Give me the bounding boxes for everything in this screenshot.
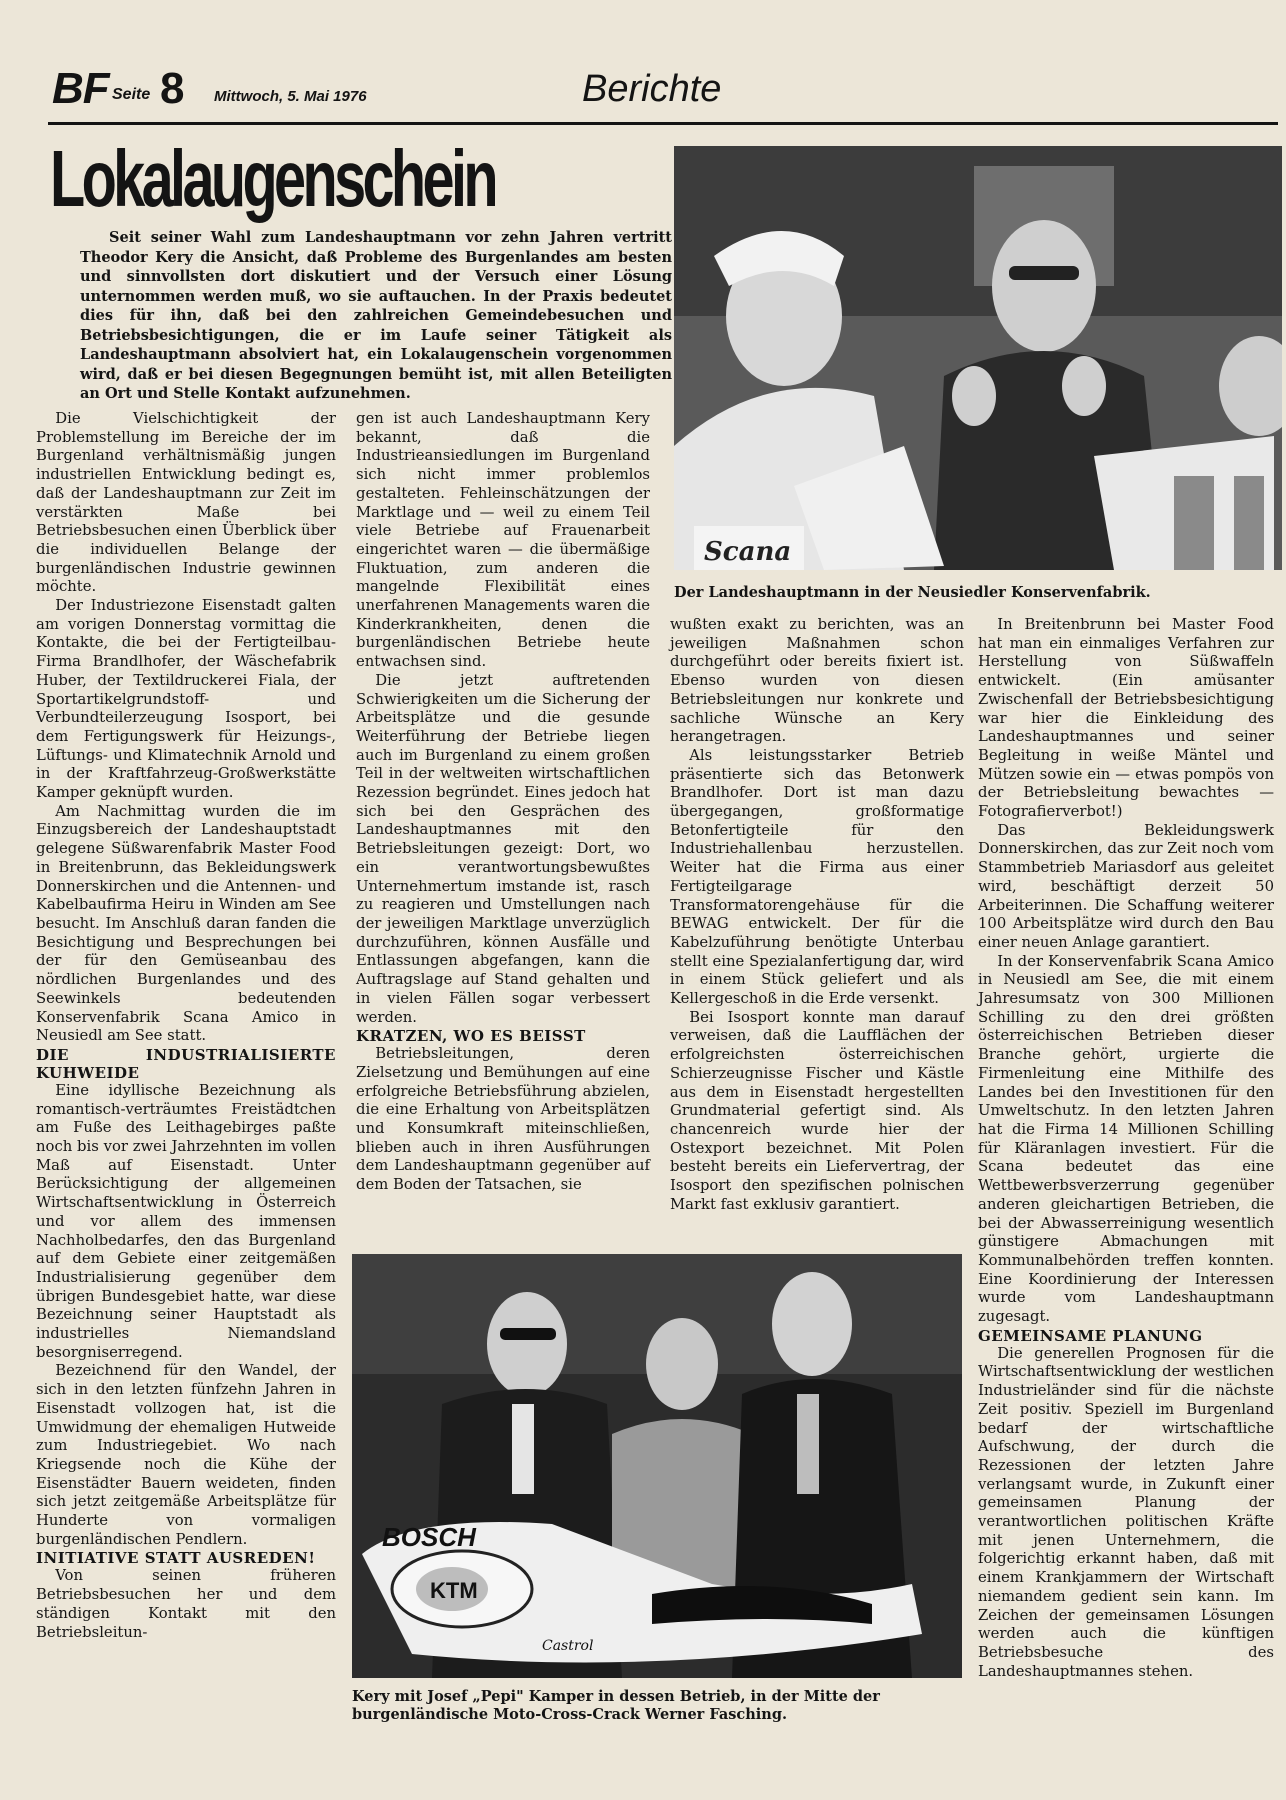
masthead — [48, 60, 1278, 125]
subheading: KRATZEN, WO ES BEISST — [356, 1027, 586, 1046]
newspaper-logo: BF — [52, 64, 109, 113]
paragraph: Die generellen Prognosen für die Wirtschaftsentwicklung der westlichen Industrieländer sind für die nächste Zeit positiv. Speziell im Burgenland bedarf der wirtschaftliche Aufschwung, der durch die Rezessionen der letzten Jahre verlangsamt wurde, in Zukunft einer gemeinsamen Planung der verantwortlichen politischen Kräfte mit jenen Unternehmern, die folgerichtig erkannt haben, daß mit einem Krankjammern der Wirtschaft niemandem gedient sein kann. Im Zeichen der gemeinsamen Lösungen werden auch die künftigen Betriebsbesuche des Landeshauptmannes stehen. — [978, 1344, 1274, 1680]
paragraph: Das Bekleidungswerk Donnerskirchen, das zur Zeit noch vom Stammbetrieb Mariasdorf aus geleitet wird, beschäftigt derzeit 50 Arbeiterinnen. Die Schaffung weiterer 100 Arbeitsplätze wird durch den Bau einer neuen Anlage garantiert. — [978, 821, 1274, 951]
box-label: Scana — [704, 537, 792, 567]
paragraph: Als leistungsstarker Betrieb präsentierte sich das Betonwerk Brandlhofer. Dort ist man dazu übergegangen, großformatige Betonfertigteile für den Industriehallenbau herzustellen. Weiter hat die Firma aus einer Fertigteilgarage Transformatorengehäuse für die BEWAG entwickelt. Der für die Kabelzuführung benötigte Unterbau stellt eine Spezialanfertigung dar, wird in einem Stück geliefert und als Kellergeschoß in die Erde versenkt. — [670, 746, 964, 1008]
article-column-4 — [978, 616, 1274, 1681]
paragraph: Am Nachmittag wurden die im Einzugsbereich der Landeshauptstadt gelegene Süßwarenfabrik Master Food in Breitenbrunn, das Bekleidungswerk Donnerskirchen und die Antennen- und Kabelbaufirma Heiru in Winden am See besucht. Im Anschluß daran fanden die Besichtigung und Besprechungen bei der für den Gemüseanbau des nördlichen Burgenlandes und des Seewinkels bedeutenden Konservenfabrik Scana Amico in Neusiedl am See statt. — [36, 802, 336, 1045]
article-lead: Seit seiner Wahl zum Landeshauptmann vor zehn Jahren vertritt Theodor Kery die Ansicht, daß Probleme des Burgenlandes am besten und sinnvollsten dort diskutiert und der Versuch einer Lösung unternommen werden muß, wo sie auftauchen. In der Praxis bedeutet dies für ihn, daß bei den zahlreichen Gemeindebesuchen und Betriebsbesichtigungen, die er im Laufe seiner Tätigkeit als Landeshauptmann absolviert hat, ein Lokalaugenschein vorgenommen wird, daß er bei diesen Begegnungen bemüht ist, mit allen Beteiligten an Ort und Stelle Kontakt aufzunehmen. — [80, 229, 672, 402]
paragraph: wußten exakt zu berichten, was an jeweiligen Maßnahmen schon durchgeführt oder bereits fixiert ist. Ebenso wurden von diesen Betriebsleitungen nur konkrete und sachliche Wünsche an Kery herangetragen. — [670, 616, 964, 746]
article-column-2 — [356, 410, 650, 1195]
photo-motorcycle-caption: Kery mit Josef „Pepi" Kamper in dessen Betrieb, in der Mitte der burgenländische Moto-Cross-Crack Werner Fasching. — [352, 1688, 880, 1723]
paragraph: Bezeichnend für den Wandel, der sich in den letzten fünfzehn Jahren in Eisenstadt vollzogen hat, ist die Umwidmung der ehemaligen Hutweide zum Industriegebiet. Wo nach Kriegsende noch die Kühe der Eisenstädter Bauern weideten, finden sich jetzt zeitgemäße Arbeitsplätze für Hunderte von vormaligen burgenländischen Pendlern. — [36, 1362, 336, 1548]
bike-label: BOSCH — [382, 1522, 476, 1552]
tank-label: KTM — [430, 1578, 478, 1603]
paragraph: Der Industriezone Eisenstadt galten am vorigen Donnerstag vormittag die Kontakte, die bei der Fertigteilbau-Firma Brandlhofer, der Wäschefabrik Huber, der Textildruckerei Fiala, der Sportartikelgrundstoff- und Verbundteilerzeugung Isosport, bei dem Fertigungswerk für Heizungs-, Lüftungs- und Klimatechnik Arnold und in der Kraftfahrzeug-Großwerkstätte Kamper geknüpft wurden. — [36, 597, 336, 802]
paragraph: Von seinen früheren Betriebsbesuchen her und dem ständigen Kontakt mit den Betriebsleitun- — [36, 1567, 336, 1641]
paragraph: In Breitenbrunn bei Master Food hat man ein einmaliges Verfahren zur Herstellung von Süßwaffeln entwickelt. (Ein amüsanter Zwischenfall der Betriebsbesichtigung war hier die Einkleidung des Landeshauptmannes und seiner Begleitung in weiße Mäntel und Mützen sowie ein — etwas pompös von der Betriebsleitung bewachtes — Fotografierverbot!) — [978, 616, 1274, 821]
article-column-3 — [670, 616, 964, 1215]
page-label: Seite — [112, 86, 151, 103]
photo-cannery — [674, 146, 1282, 570]
paragraph: Die jetzt auftretenden Schwierigkeiten um die Sicherung der Arbeitsplätze und die gesunde Weiterführung der Betriebe liegen auch im Burgenland zu einem großen Teil in der weltweiten wirtschaftlichen Rezession begründet. Eines jedoch hat sich bei den Gesprächen des Landeshauptmannes mit den Betriebsleitungen gezeigt: Dort, wo ein verantwortungsbewußtes Unternehmertum imstande ist, rasch zu reagieren und Umstellungen nach der jeweiligen Marktlage unverzüglich durchzuführen, können Ausfälle und Entlassungen abgefangen, kann die Auftragslage auf Stand gehalten und in vielen Fällen sogar verbessert werden. — [356, 671, 650, 1026]
paragraph: Bei Isosport konnte man darauf verweisen, daß die Laufflächen der erfolgreichsten österreichischen Schierzeugnisse Fischer und Kästle aus dem in Eisenstadt hergestellten Grundmaterial gefertigt sind. Als chancenreich wurde hier der Ostexport bezeichnet. Mit Polen besteht bereits ein Liefervertrag, der Isosport den spezifischen polnischen Markt fast exklusiv garantiert. — [670, 1008, 964, 1213]
paragraph: Eine idyllische Bezeichnung als romantisch-verträumtes Freistädtchen am Fuße des Leithagebirges paßte noch bis vor zwei Jahrzehnten im vollen Maß auf Eisenstadt. Unter Berücksichtigung der allgemeinen Wirtschaftsentwicklung in Österreich und vor allem des immensen Nachholbedarfes, den das Burgenland auf dem Gebiete einer zeitgemäßen Industrialisierung gegenüber dem übrigen Bundesgebiet hatte, war diese Bezeichnung seiner Hauptstadt als industrielles Niemandsland besorgniserregend. — [36, 1081, 336, 1361]
page-number: 8 — [160, 64, 185, 113]
paragraph: In der Konservenfabrik Scana Amico in Neusiedl am See, die mit einem Jahresumsatz von 300 Millionen Schilling zu den drei größten österreichischen Betrieben dieser Branche gehört, urgierte die Firmenleitung eine Mithilfe des Landes bei den Investitionen für den Umweltschutz. In den letzten Jahren hat die Firma 14 Millionen Schilling für Kläranlagen investiert. Für die Scana bedeutet das eine Wettbewerbsverzerrung gegenüber anderen gleichartigen Betrieben, die bei der Abwasserreinigung wesentlich günstigere Abmachungen mit Kommunalbehörden treffen konnten. Eine Koordinierung der Interessen wurde vom Landeshauptmann zugesagt. — [978, 952, 1274, 1326]
paragraph: Betriebsleitungen, deren Zielsetzung und Bemühungen auf eine erfolgreiche Betriebsführung abzielen, die eine Erhaltung von Arbeitsplätzen und Konsumkraft miteinschließen, blieben auch in ihren Ausführungen dem Landeshauptmann gegenüber auf dem Boden der Tatsachen, sie — [356, 1045, 650, 1194]
paragraph: Die Vielschichtigkeit der Problemstellung im Bereiche der im Burgenland verhältnismäßig jungen industriellen Entwicklung bedingt es, daß der Landeshauptmann zur Zeit im verstärkten Maße bei Betriebsbesuchen einen Überblick über die individuellen Belange der burgenländischen Industrie gewinnen möchte. — [36, 410, 336, 596]
subheading: DIE INDUSTRIALISIERTE KUHWEIDE — [36, 1045, 336, 1082]
section-title: Berichte — [582, 68, 722, 110]
article-column-1 — [36, 410, 336, 1642]
castrol-label: Castrol — [542, 1638, 594, 1654]
subheading: INITIATIVE STATT AUSREDEN! — [36, 1549, 316, 1568]
photo-motorcycle-workshop — [352, 1254, 962, 1678]
paragraph: gen ist auch Landeshauptmann Kery bekannt, daß die Industrieansiedlungen im Burgenland sich nicht immer problemlos gestalteten. Fehleinschätzungen der Marktlage und — weil zu einem Teil viele Betriebe auf Frauenarbeit eingerichtet waren — die übermäßige Fluktuation, zum anderen die mangelnde Flexibilität eines unerfahrenen Managements waren die Kinderkrankheiten, denen die burgenländischen Betriebe heute entwachsen sind. — [356, 410, 650, 671]
issue-date: Mittwoch, 5. Mai 1976 — [214, 88, 367, 105]
photo-cannery-caption: Der Landeshauptmann in der Neusiedler Konservenfabrik. — [674, 584, 1151, 601]
subheading: GEMEINSAME PLANUNG — [978, 1326, 1203, 1345]
article-headline: Lokalaugenschein — [50, 134, 495, 223]
